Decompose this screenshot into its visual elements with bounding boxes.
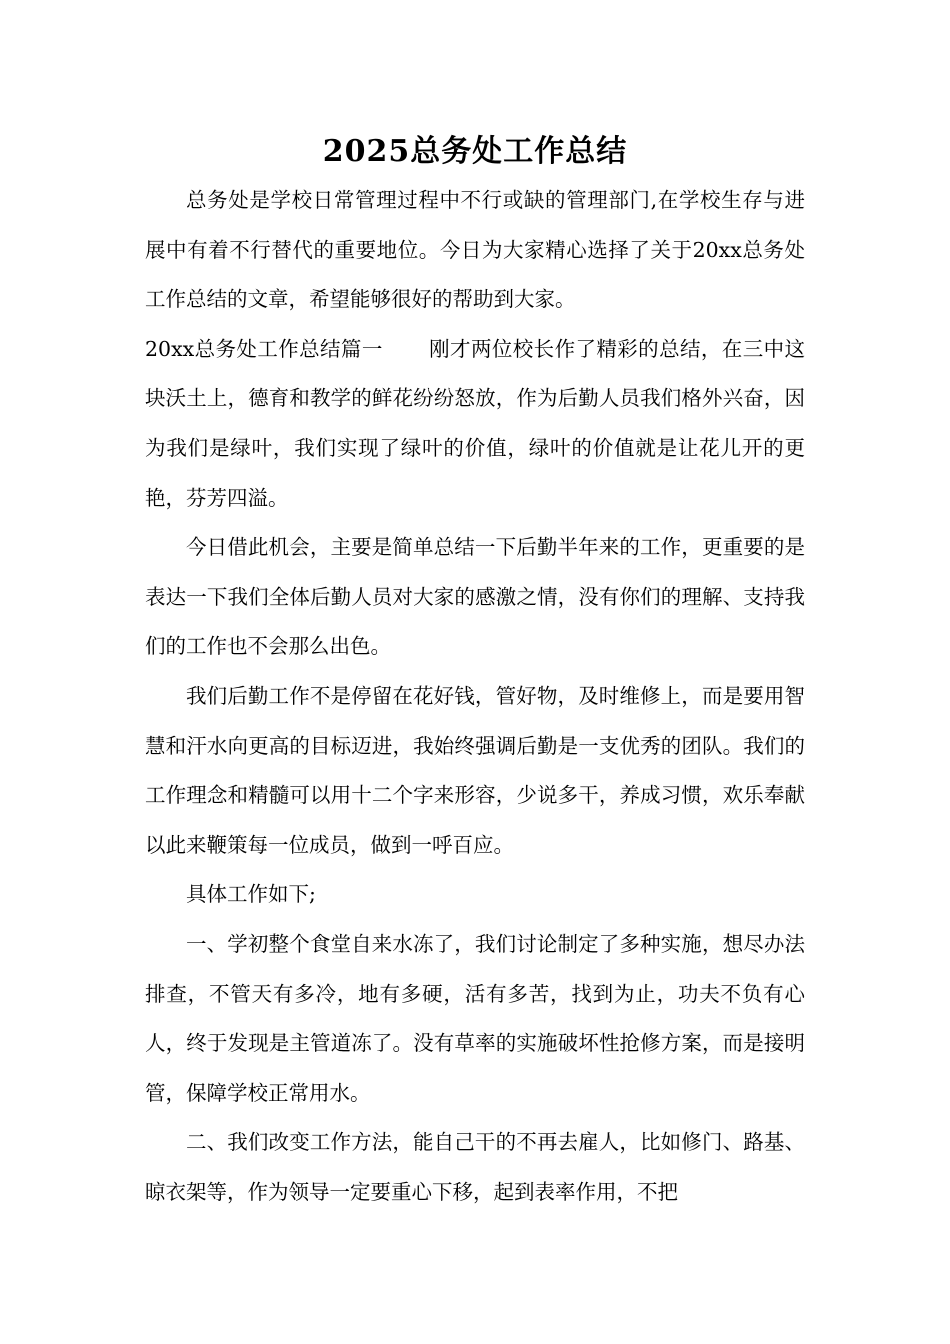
paragraph-item-one: 一、学初整个食堂自来水冻了，我们讨论制定了多种实施，想尽办法排查，不管天有多冷，地有多硬，活有多苦，找到为止，功夫不负有心人，终于发现是主管道冻了。没有草率的实施破坏性抢修方案，而是接明管，保障学校正常用水。 bbox=[145, 931, 805, 1105]
paragraph-intro: 总务处是学校日常管理过程中不行或缺的管理部门,在学校生存与进展中有着不行替代的重要地位。今日为大家精心选择了关于20xx总务处工作总结的文章，希望能够很好的帮助到大家。 bbox=[145, 188, 805, 312]
paragraph-section-one bbox=[145, 325, 805, 523]
paragraph-item-two: 二、我们改变工作方法，能自己干的不再去雇人，比如修门、路基、晾衣架等，作为领导一定要重心下移，起到表率作用，不把 bbox=[145, 1130, 805, 1204]
section-heading: 20xx总务处工作总结篇一 bbox=[145, 336, 383, 361]
paragraph-team: 我们后勤工作不是停留在花好钱，管好物，及时维修上，而是要用智慧和汗水向更高的目标迈进，我始终强调后勤是一支优秀的团队。我们的工作理念和精髓可以用十二个字来形容，少说多干，养成习惯，欢乐奉献以此来鞭策每一位成员，做到一呼百应。 bbox=[145, 683, 805, 857]
paragraph-work-intro: 具体工作如下; bbox=[186, 882, 316, 907]
document-title: 2025总务处工作总结 bbox=[322, 134, 628, 169]
document-body bbox=[145, 176, 805, 1217]
section-one-text: 刚才两位校长作了精彩的总结，在三中这块沃土上，德育和教学的鲜花纷纷怒放，作为后勤人员我们格外兴奋，因为我们是绿叶，我们实现了绿叶的价值，绿叶的价值就是让花儿开的更艳，芬芳四溢。 bbox=[145, 336, 806, 510]
paragraph-thanks: 今日借此机会，主要是简单总结一下后勤半年来的工作，更重要的是表达一下我们全体后勤人员对大家的感激之情，没有你们的理解、支持我们的工作也不会那么出色。 bbox=[145, 535, 805, 659]
